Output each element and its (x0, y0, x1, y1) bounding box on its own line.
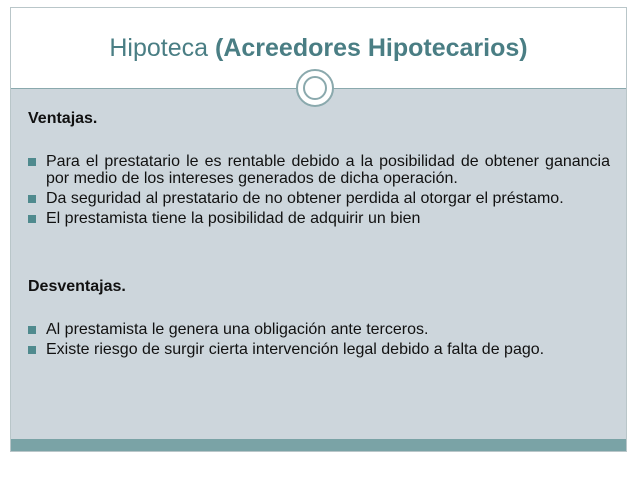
list-item (28, 341, 610, 358)
square-bullet-icon (28, 158, 36, 166)
square-bullet-icon (28, 215, 36, 223)
list-item-text: Al prestamista le genera una obligación ante terceros. (46, 321, 429, 338)
footer-bar (11, 439, 626, 451)
list-item-text: Existe riesgo de surgir cierta intervención legal debido a falta de pago. (46, 341, 545, 358)
desventajas-heading: Desventajas. (28, 278, 126, 295)
list-item (28, 210, 610, 227)
ventajas-heading: Ventajas. (28, 110, 98, 127)
ventajas-list (28, 153, 610, 230)
list-item-text: Para el prestatario le es rentable debido a la posibilidad de obtener ganancia por medio de los intereses generados de dicha operación. (46, 153, 610, 187)
square-bullet-icon (28, 346, 36, 354)
square-bullet-icon (28, 195, 36, 203)
title-normal: Hipoteca (109, 34, 215, 62)
list-item (28, 153, 610, 187)
list-item (28, 190, 610, 207)
title-bold: (Acreedores Hipotecarios) (215, 34, 528, 62)
square-bullet-icon (28, 326, 36, 334)
list-item-text: Da seguridad al prestatario de no obtener perdida al otorgar el préstamo. (46, 190, 564, 207)
list-item (28, 321, 610, 338)
list-item-text: El prestamista tiene la posibilidad de adquirir un bien (46, 210, 421, 227)
desventajas-list (28, 321, 610, 361)
